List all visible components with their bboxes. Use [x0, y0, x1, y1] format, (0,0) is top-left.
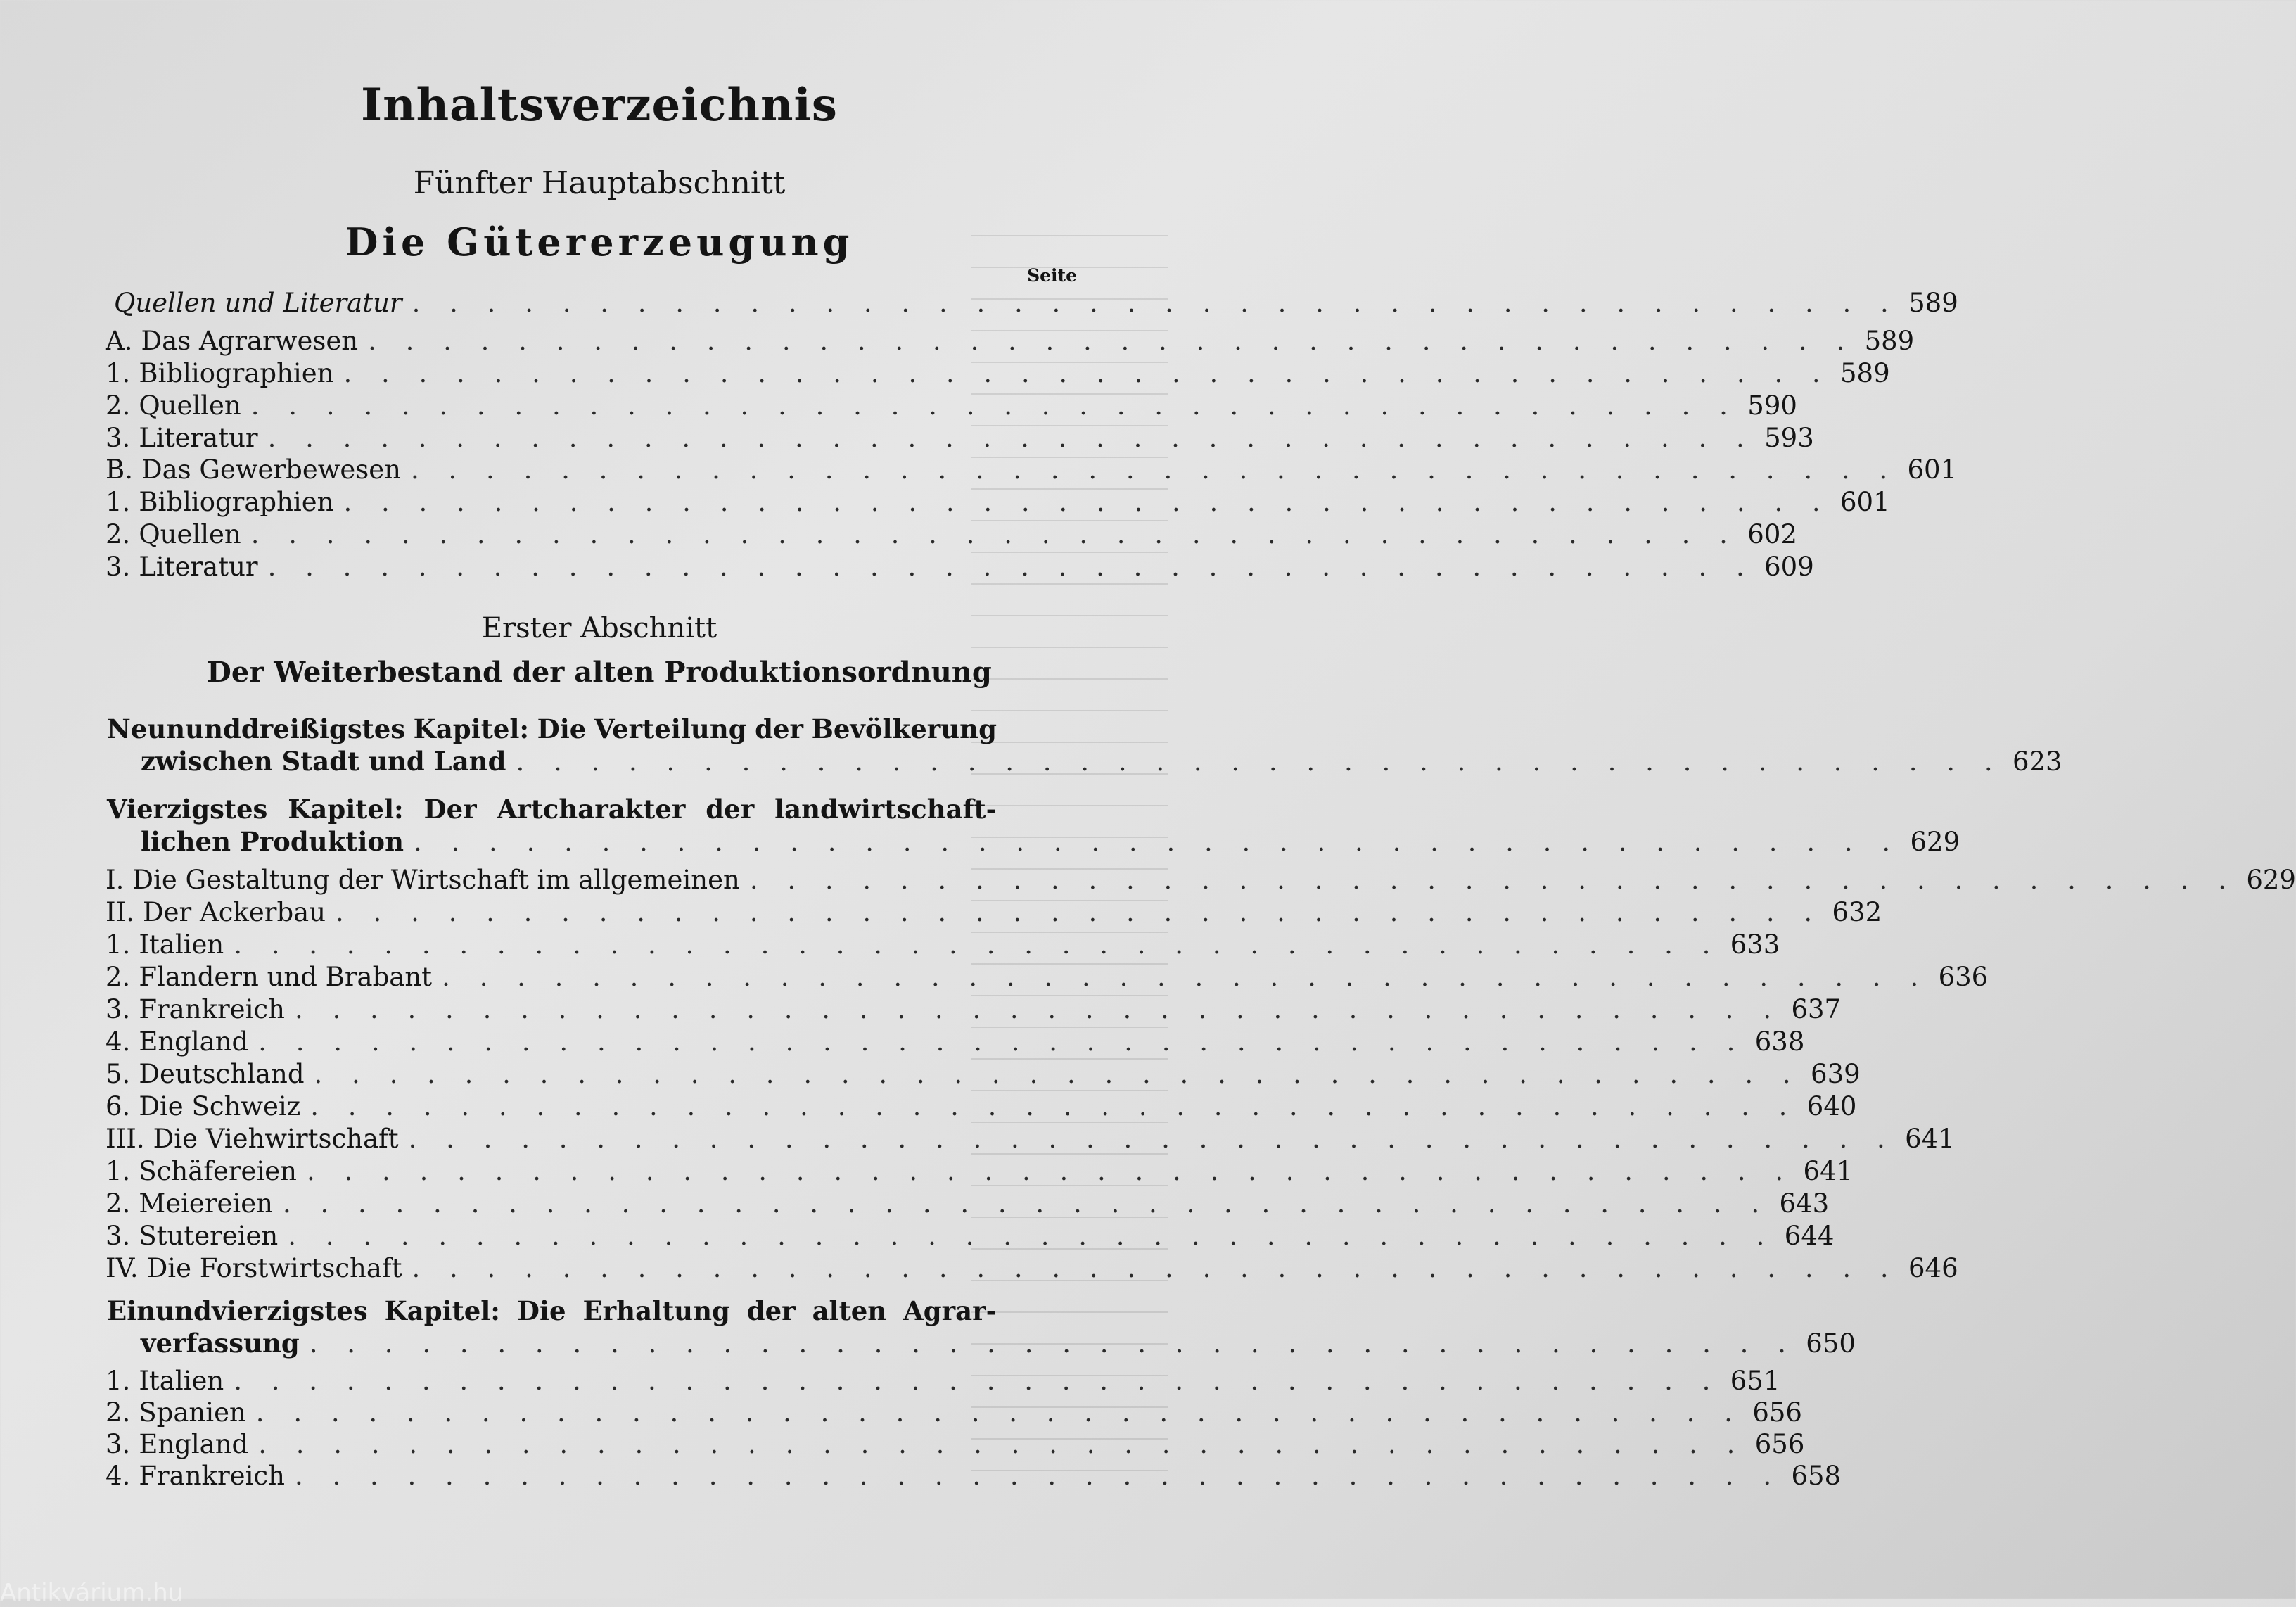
toc-entry [106, 896, 1882, 929]
entry-page: 641 [1803, 1156, 1854, 1186]
entry-page: 601 [1840, 487, 1890, 517]
entry-label: Die Viehwirtschaft [153, 1124, 399, 1154]
entry-page: 589 [1864, 326, 1915, 356]
entry-label: England [139, 1429, 249, 1459]
entry-page: 589 [1908, 288, 1958, 318]
entry-label: Stutereien [139, 1221, 279, 1251]
watermark-text: Antikvárium.hu [0, 1579, 184, 1607]
chapter-title-cont: zwischen Stadt und Land [141, 746, 506, 777]
chapter-word: Die [516, 1295, 566, 1326]
chapter-word: Kapitel: [413, 713, 530, 744]
entry-mark: B. [106, 455, 133, 485]
dot-leader: . . . . . . . . . . . . . . . . . . . . . . . . . . . . . . . . . . . . . . . . [368, 326, 1856, 356]
entry-label: Bibliographien [139, 358, 334, 388]
toc-entry [106, 325, 1915, 357]
entry-label: Meiereien [139, 1188, 273, 1219]
chapter-word: Neununddreißigstes [107, 713, 406, 744]
toc-entry [106, 551, 1814, 583]
entry-page: 646 [1908, 1253, 1958, 1283]
chapter-word: Artcharakter [497, 794, 686, 825]
chapter-word: landwirtschaft- [774, 794, 997, 825]
entry-mark: 3. [106, 1429, 131, 1459]
dot-leader: . . . . . . . . . . . . . . . . . . . . . . . . . . . . . . . . . . . . . . . . [749, 865, 2237, 895]
chapter-word: der [706, 794, 755, 825]
entry-mark: 2. [106, 962, 131, 992]
entry-page: 658 [1791, 1461, 1842, 1491]
chapter-page: 623 [2012, 747, 2062, 777]
chapter-word: Agrar- [903, 1295, 997, 1326]
entry-page: 590 [1747, 390, 1797, 421]
chapter-word: alten [812, 1295, 887, 1326]
chapter-word: Vierzigstes [107, 794, 268, 825]
entry-mark: 1. [106, 929, 131, 960]
entry-page: 636 [1938, 962, 1989, 992]
entry-mark: 3. [106, 423, 131, 453]
entry-mark: 1. [106, 358, 131, 388]
dot-leader: . . . . . . . . . . . . . . . . . . . . . . . . . . . . . . . . . . . . . . . . [336, 897, 1823, 927]
entry-mark: 5. [106, 1059, 131, 1089]
entry-label: Die Forstwirtschaft [146, 1253, 402, 1283]
entry-page: 589 [1840, 358, 1890, 388]
entry-label: Bibliographien [139, 487, 334, 517]
entry-label: Spanien [139, 1397, 246, 1428]
entry-label: England [139, 1027, 249, 1057]
entry-mark: 4. [106, 1027, 131, 1057]
toc-entry [106, 1365, 1780, 1397]
entry-label: Literatur [139, 552, 258, 582]
entry-mark: III. [106, 1124, 145, 1154]
entry-mark: II. [106, 897, 134, 927]
entry-mark: 1. [106, 1366, 131, 1396]
entry-label: Flandern und Brabant [139, 962, 433, 992]
entry-page: 656 [1752, 1397, 1802, 1428]
entry-label: Literatur [139, 423, 258, 453]
chapter-word: Erhaltung [582, 1295, 730, 1326]
chapter-word: Kapitel: [288, 794, 404, 825]
toc-entry [106, 1397, 1802, 1429]
entry-mark: 2. [106, 1397, 131, 1428]
toc-entry [106, 486, 1890, 519]
entry-page: 643 [1779, 1188, 1830, 1219]
entry-label: Frankreich [139, 994, 285, 1024]
toc-entry [106, 1428, 1805, 1461]
entry-mark: 3. [106, 994, 131, 1024]
entry-label: Quellen [139, 390, 241, 421]
toc-entry [106, 519, 1797, 551]
entry-mark: 2. [106, 390, 131, 421]
section-heading: Erster Abschnitt [481, 612, 718, 644]
dot-leader: . . . . . . . . . . . . . . . . . . . . . . . . . . . . . . . . . . . . . . . . [412, 1253, 1899, 1283]
dot-leader: . . . . . . . . . . . . . . . . . . . . . . . . . . . . . . . . . . . . . . . . [309, 1328, 1797, 1359]
dot-leader: . . . . . . . . . . . . . . . . . . . . . . . . . . . . . . . . . . . . . . . . [411, 455, 1899, 485]
toc-entry [106, 1058, 1861, 1091]
dot-leader: . . . . . . . . . . . . . . . . . . . . . . . . . . . . . . . . . . . . . . . . [343, 358, 1831, 388]
dot-leader: . . . . . . . . . . . . . . . . . . . . . . . . . . . . . . . . . . . . . . . . [255, 1397, 1743, 1428]
entry-page: 601 [1907, 455, 1958, 485]
entry-page: 644 [1784, 1221, 1835, 1251]
entry-page: 602 [1747, 519, 1797, 550]
dot-leader: . . . . . . . . . . . . . . . . . . . . . . . . . . . . . . . . . . . . . . . . [516, 747, 2003, 777]
toc-entry [106, 1252, 1958, 1285]
chapter-entry [141, 1327, 1856, 1359]
chapter-word: Der [423, 794, 477, 825]
toc-entry [106, 390, 1797, 422]
dot-leader: . . . . . . . . . . . . . . . . . . . . . . . . . . . . . . . . . . . . . . . . [307, 1156, 1794, 1186]
entry-page: 640 [1806, 1091, 1857, 1122]
page-column-label: Seite [1027, 265, 1077, 286]
dot-leader: . . . . . . . . . . . . . . . . . . . . . . . . . . . . . . . . . . . . . . . . [258, 1429, 1746, 1459]
entry-label: Italien [139, 1366, 224, 1396]
toc-entry [106, 864, 2296, 896]
entry-label: Das Gewerbewesen [141, 455, 401, 485]
toc-entry [106, 1123, 1955, 1155]
chapter-page: 650 [1806, 1328, 1856, 1359]
chapter-title-line [107, 713, 997, 745]
toc-entry [106, 1091, 1857, 1123]
entry-page: 637 [1791, 994, 1842, 1024]
chapter-entry [141, 825, 1960, 858]
chapter-word: Kapitel: [384, 1295, 500, 1326]
entry-mark: I. [106, 865, 125, 895]
dot-leader: . . . . . . . . . . . . . . . . . . . . . . . . . . . . . . . . . . . . . . . . [282, 1188, 1771, 1219]
chapter-entry [141, 745, 2062, 777]
chapter-title-line [107, 793, 997, 825]
dot-leader: . . . . . . . . . . . . . . . . . . . . . . . . . . . . . . . . . . . . . . . . [314, 1059, 1801, 1089]
entry-page: 639 [1811, 1059, 1861, 1089]
toc-entry [106, 961, 1989, 993]
dot-leader: . . . . . . . . . . . . . . . . . . . . . . . . . . . . . . . . . . . . . . . . [294, 994, 1782, 1024]
chapter-title-line [107, 1295, 997, 1327]
entry-mark: A. [106, 326, 133, 356]
toc-entry [106, 1220, 1835, 1252]
toc-entry [106, 1026, 1805, 1058]
toc-entry [106, 422, 1814, 455]
entry-mark: 3. [106, 1221, 131, 1251]
entry-mark: 4. [106, 1461, 131, 1491]
dot-leader: . . . . . . . . . . . . . . . . . . . . . . . . . . . . . . . . . . . . . . . . [310, 1091, 1798, 1122]
dot-leader: . . . . . . . . . . . . . . . . . . . . . . . . . . . . . . . . . . . . . . . . [250, 390, 1738, 421]
dot-leader: . . . . . . . . . . . . . . . . . . . . . . . . . . . . . . . . . . . . . . . . [442, 962, 1930, 992]
chapter-page: 629 [1910, 827, 1960, 857]
dot-leader: . . . . . . . . . . . . . . . . . . . . . . . . . . . . . . . . . . . . . . . . [250, 519, 1738, 550]
entry-mark: 1. [106, 487, 131, 517]
entry-label: Deutschland [139, 1059, 305, 1089]
toc-entry [106, 454, 1958, 486]
entry-page: 632 [1832, 897, 1882, 927]
dot-leader: . . . . . . . . . . . . . . . . . . . . . . . . . . . . . . . . . . . . . . . . [343, 487, 1831, 517]
entry-label: Der Ackerbau [143, 897, 326, 927]
entry-page: 609 [1764, 552, 1814, 582]
dot-leader: . . . . . . . . . . . . . . . . . . . . . . . . . . . . . . . . . . . . . . . . [267, 423, 1755, 453]
entry-label: Italien [139, 929, 224, 960]
entry-page: 641 [1905, 1124, 1955, 1154]
toc-entry [106, 993, 1842, 1026]
entry-mark: 6. [106, 1091, 131, 1122]
dot-leader: . . . . . . . . . . . . . . . . . . . . . . . . . . . . . . . . . . . . . . . . [412, 288, 1899, 318]
toc-entry [106, 1188, 1830, 1220]
toc-entry [106, 357, 1890, 390]
toc-entry [106, 287, 1958, 319]
page-title: Inhaltsverzeichnis [361, 79, 838, 132]
dot-leader: . . . . . . . . . . . . . . . . . . . . . . . . . . . . . . . . . . . . . . . . [414, 827, 1901, 857]
entry-page: 629 [2246, 865, 2296, 895]
entry-page: 593 [1764, 423, 1814, 453]
chapter-word: Einundvierzigstes [107, 1295, 368, 1326]
entry-mark: 3. [106, 552, 131, 582]
entry-label: Das Agrarwesen [141, 326, 359, 356]
entry-label: Quellen und Literatur [114, 288, 402, 318]
entry-page: 633 [1730, 929, 1780, 960]
dot-leader: . . . . . . . . . . . . . . . . . . . . . . . . . . . . . . . . . . . . . . . . [267, 552, 1755, 582]
toc-entry [106, 1155, 1854, 1188]
entry-label: Quellen [139, 519, 241, 550]
toc-entry [106, 929, 1780, 961]
toc-entry [106, 1460, 1842, 1492]
dot-leader: . . . . . . . . . . . . . . . . . . . . . . . . . . . . . . . . . . . . . . . . [294, 1461, 1782, 1491]
entry-label: Die Schweiz [139, 1091, 301, 1122]
entry-page: 651 [1730, 1366, 1780, 1396]
dot-leader: . . . . . . . . . . . . . . . . . . . . . . . . . . . . . . . . . . . . . . . . [258, 1027, 1746, 1057]
dot-leader: . . . . . . . . . . . . . . . . . . . . . . . . . . . . . . . . . . . . . . . . [234, 1366, 1721, 1396]
entry-mark: IV. [106, 1253, 139, 1283]
dot-leader: . . . . . . . . . . . . . . . . . . . . . . . . . . . . . . . . . . . . . . . . [408, 1124, 1896, 1154]
entry-label: Schäfereien [139, 1156, 298, 1186]
part-heading: Fünfter Hauptabschnitt [413, 165, 786, 201]
entry-label: Die Gestaltung der Wirtschaft im allgemeinen [132, 865, 740, 895]
dot-leader: . . . . . . . . . . . . . . . . . . . . . . . . . . . . . . . . . . . . . . . . [288, 1221, 1775, 1251]
entry-page: 656 [1754, 1429, 1805, 1459]
entry-label: Frankreich [139, 1461, 285, 1491]
dot-leader: . . . . . . . . . . . . . . . . . . . . . . . . . . . . . . . . . . . . . . . . [234, 929, 1721, 960]
entry-mark: 2. [106, 519, 131, 550]
chapter-word: Verteilung [594, 713, 747, 744]
chapter-word: der [755, 713, 804, 744]
entry-page: 638 [1754, 1027, 1805, 1057]
chapter-title-cont: verfassung [141, 1328, 300, 1359]
chapter-word: Die [537, 713, 587, 744]
entry-mark: 2. [106, 1188, 131, 1219]
part-title: Die Gütererzeugung [345, 220, 854, 265]
entry-mark: 1. [106, 1156, 131, 1186]
chapter-word: Bevölkerung [811, 713, 997, 744]
chapter-word: der [746, 1295, 796, 1326]
chapter-title-cont: lichen Produktion [141, 826, 404, 857]
section-title: Der Weiterbestand der alten Produktionsordnung [207, 656, 992, 689]
